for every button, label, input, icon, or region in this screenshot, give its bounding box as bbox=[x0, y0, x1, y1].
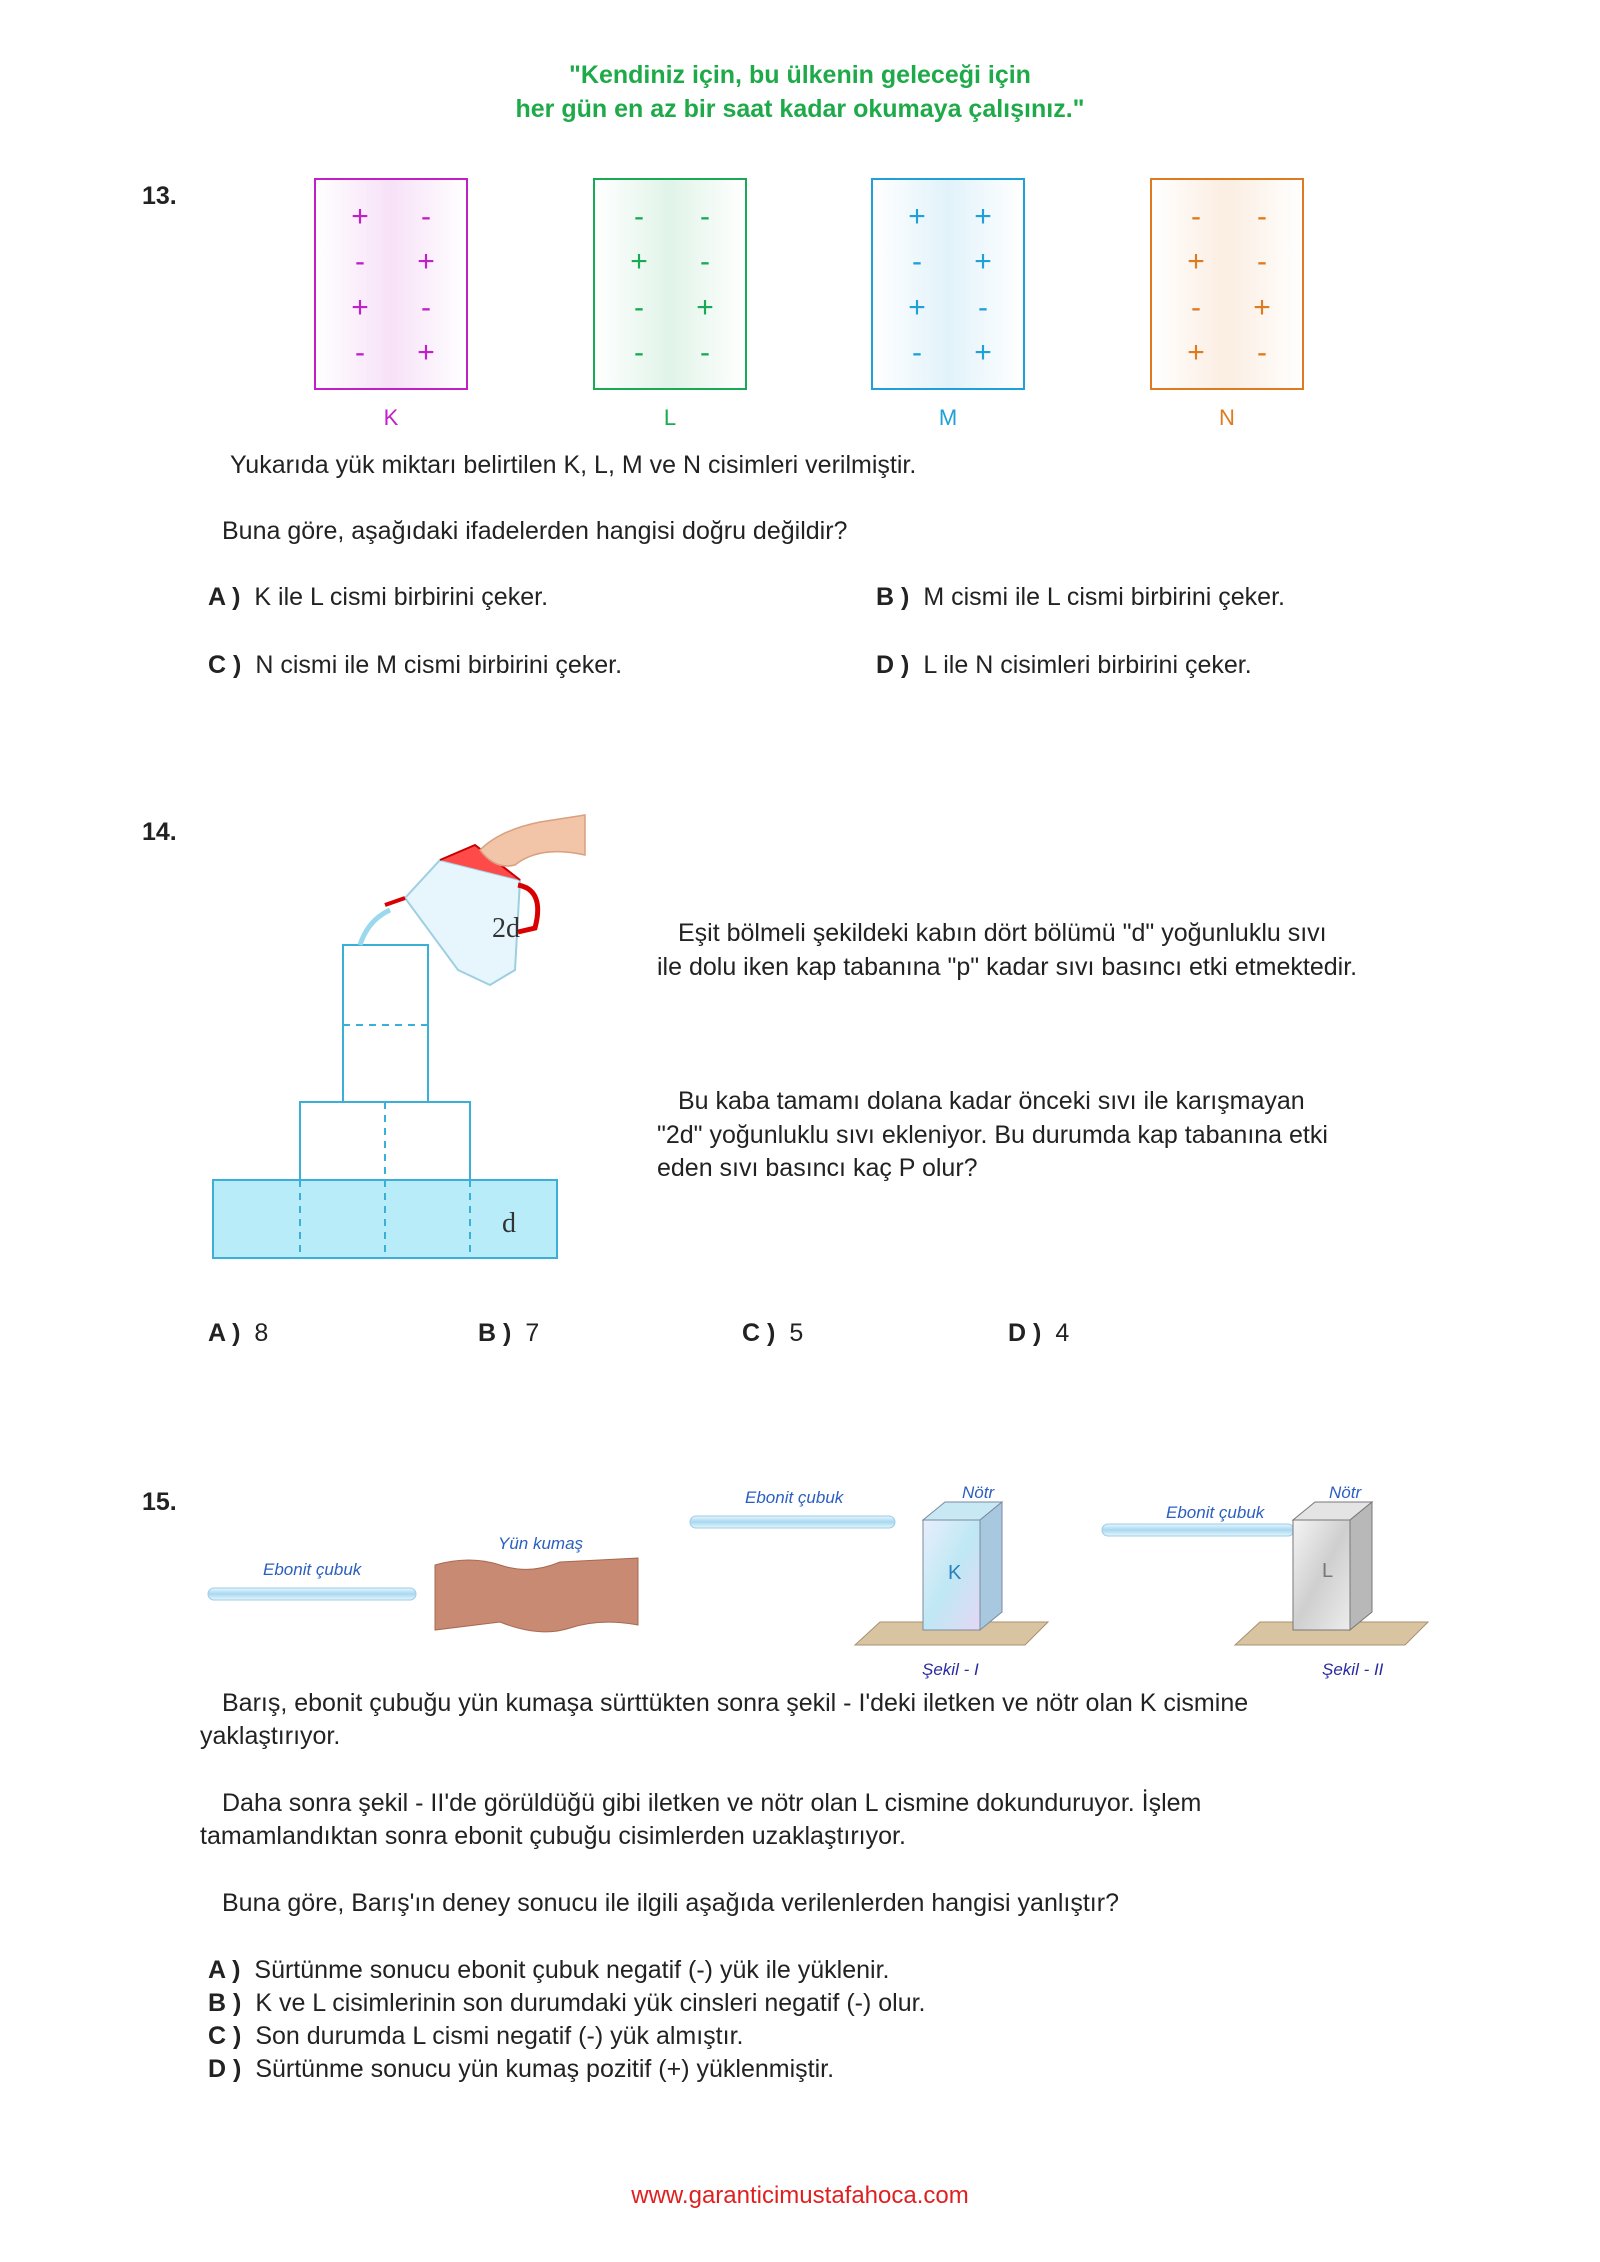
option-letter: A ) bbox=[208, 1956, 241, 1984]
option-text: Sürtünme sonucu yün kumaş pozitif (+) yüklenmiştir. bbox=[255, 2055, 835, 2083]
neutral-label-1: Nötr bbox=[962, 1483, 995, 1502]
charge-sign: - bbox=[700, 200, 710, 233]
q15-option-c[interactable] bbox=[208, 2019, 743, 2053]
question-14-number: 14. bbox=[142, 818, 177, 846]
option-text: Sürtünme sonucu ebonit çubuk negatif (-) yük ile yüklenir. bbox=[254, 1956, 890, 1984]
charge-sign: + bbox=[417, 336, 435, 369]
q13-question: Buna göre, aşağıdaki ifadelerden hangisi doğru değildir? bbox=[222, 517, 848, 545]
jug-density-label: 2d bbox=[492, 913, 520, 944]
charge-sign: - bbox=[1257, 245, 1267, 278]
q15-para2-line2: tamamlandıktan sonra ebonit çubuğu cisimlerden uzaklaştırıyor. bbox=[200, 1822, 906, 1850]
charge-sign: - bbox=[355, 336, 365, 369]
rod-label-2: Ebonit çubuk bbox=[745, 1488, 844, 1507]
option-text: 4 bbox=[1055, 1319, 1070, 1347]
charge-sign: - bbox=[912, 245, 922, 278]
option-letter: C ) bbox=[208, 651, 242, 679]
charge-sign: - bbox=[634, 291, 644, 324]
option-text: L ile N cisimleri birbirini çeker. bbox=[923, 651, 1252, 679]
q15-para2-line1: Daha sonra şekil - II'de görüldüğü gibi iletken ve nötr olan L cismine dokunduruyor. İşlem bbox=[222, 1789, 1202, 1817]
conductor-body-k bbox=[923, 1502, 1002, 1630]
option-letter: A ) bbox=[208, 1319, 241, 1347]
charge-sign: + bbox=[1187, 245, 1205, 278]
option-text: N cismi ile M cismi birbirini çeker. bbox=[255, 651, 623, 679]
q14-option-b[interactable] bbox=[478, 1316, 539, 1350]
charge-sign: - bbox=[700, 336, 710, 369]
option-text: 8 bbox=[254, 1319, 269, 1347]
charge-sign: - bbox=[421, 291, 431, 324]
option-letter: C ) bbox=[742, 1319, 776, 1347]
charge-sign: - bbox=[1191, 291, 1201, 324]
ebonite-rod-1 bbox=[208, 1588, 416, 1600]
charge-sign: + bbox=[1253, 291, 1271, 324]
charge-sign: + bbox=[974, 200, 992, 233]
charge-sign: - bbox=[355, 245, 365, 278]
charge-box bbox=[314, 178, 468, 390]
q14-para2-line3: eden sıvı basıncı kaç P olur? bbox=[657, 1154, 978, 1182]
option-letter: D ) bbox=[208, 2055, 242, 2083]
charge-box-label: L bbox=[663, 405, 677, 430]
charge-sign: + bbox=[351, 200, 369, 233]
q15-option-a[interactable] bbox=[208, 1953, 889, 1987]
neutral-label-2: Nötr bbox=[1329, 1483, 1362, 1502]
charge-sign: - bbox=[421, 200, 431, 233]
pouring-jug-icon bbox=[385, 815, 585, 985]
rod-label-3: Ebonit çubuk bbox=[1166, 1503, 1265, 1522]
q15-para1-line1: Barış, ebonit çubuğu yün kumaşa sürttükten sonra şekil - I'deki iletken ve nötr olan K cismine bbox=[222, 1689, 1249, 1717]
q15-option-b[interactable] bbox=[208, 1986, 926, 2020]
cloth-label: Yün kumaş bbox=[498, 1534, 584, 1553]
q14-para1-line1: Eşit bölmeli şekildeki kabın dört bölümü "d" yoğunluklu sıvı bbox=[678, 919, 1327, 947]
liquid-density-label: d bbox=[502, 1208, 516, 1239]
q14-option-c[interactable] bbox=[742, 1316, 803, 1350]
question-15-number: 15. bbox=[142, 1488, 177, 1516]
q14-para1-line2: ile dolu iken kap tabanına "p" kadar sıvı basıncı etki etmektedir. bbox=[657, 953, 1358, 981]
pour-stream bbox=[360, 910, 390, 945]
option-letter: B ) bbox=[208, 1989, 242, 2017]
charge-sign: - bbox=[912, 336, 922, 369]
charge-sign: + bbox=[630, 245, 648, 278]
charge-sign: + bbox=[974, 336, 992, 369]
charge-sign: - bbox=[1191, 200, 1201, 233]
charge-sign: - bbox=[700, 245, 710, 278]
option-text: K ve L cisimlerinin son durumdaki yük cinsleri negatif (-) olur. bbox=[255, 1989, 926, 2017]
charge-sign: + bbox=[696, 291, 714, 324]
q13-option-b[interactable] bbox=[876, 580, 1285, 614]
charge-sign: + bbox=[908, 291, 926, 324]
option-letter: D ) bbox=[1008, 1319, 1042, 1347]
body-k-label: K bbox=[948, 1562, 962, 1584]
charge-sign: - bbox=[1257, 200, 1267, 233]
charge-sign: - bbox=[634, 336, 644, 369]
charge-box-label: M bbox=[938, 405, 958, 430]
charge-box-label: K bbox=[383, 405, 399, 430]
q15-question: Buna göre, Barış'ın deney sonucu ile ilgili aşağıda verilenlerden hangisi yanlıştır? bbox=[222, 1889, 1119, 1917]
q13-option-a[interactable] bbox=[208, 580, 548, 614]
charge-sign: + bbox=[417, 245, 435, 278]
ebonite-rod-2 bbox=[690, 1516, 895, 1528]
footer-url[interactable]: www.garanticimustafahoca.com bbox=[631, 2182, 969, 2209]
header-quote-line2: her gün en az bir saat kadar okumaya çalışınız." bbox=[515, 95, 1085, 123]
q13-option-d[interactable] bbox=[876, 648, 1252, 682]
option-letter: B ) bbox=[478, 1319, 512, 1347]
q15-option-d[interactable] bbox=[208, 2052, 834, 2086]
wool-cloth bbox=[435, 1558, 638, 1632]
option-text: Son durumda L cismi negatif (-) yük almıştır. bbox=[255, 2022, 744, 2050]
charge-sign: - bbox=[978, 291, 988, 324]
charge-sign: + bbox=[908, 200, 926, 233]
pressure-vessel-figure bbox=[200, 810, 600, 1270]
charge-box bbox=[871, 178, 1025, 390]
option-letter: C ) bbox=[208, 2022, 242, 2050]
body-l-label: L bbox=[1322, 1560, 1334, 1582]
figure-2-label: Şekil - II bbox=[1322, 1660, 1384, 1679]
charge-sign: - bbox=[634, 200, 644, 233]
charge-box-label: N bbox=[1219, 405, 1235, 430]
charge-box bbox=[1150, 178, 1304, 390]
q15-para1-line2: yaklaştırıyor. bbox=[200, 1722, 341, 1750]
q14-para2-line2: "2d" yoğunluklu sıvı ekleniyor. Bu durumda kap tabanına etki bbox=[657, 1121, 1328, 1149]
q13-option-c[interactable] bbox=[208, 648, 622, 682]
q14-option-d[interactable] bbox=[1008, 1316, 1069, 1350]
ebonite-rod-3 bbox=[1102, 1524, 1294, 1536]
option-text: M cismi ile L cismi birbirini çeker. bbox=[923, 583, 1285, 611]
rod-label-1: Ebonit çubuk bbox=[263, 1560, 362, 1579]
q13-intro: Yukarıda yük miktarı belirtilen K, L, M ve N cisimleri verilmiştir. bbox=[230, 451, 917, 479]
charge-sign: + bbox=[974, 245, 992, 278]
figure-1-label: Şekil - I bbox=[922, 1660, 979, 1679]
charge-sign: + bbox=[1187, 336, 1205, 369]
q14-option-a[interactable] bbox=[208, 1316, 268, 1350]
q14-para2-line1: Bu kaba tamamı dolana kadar önceki sıvı ile karışmayan bbox=[678, 1087, 1305, 1115]
top-column bbox=[343, 945, 428, 1102]
option-text: 5 bbox=[789, 1319, 804, 1347]
charge-sign: + bbox=[351, 291, 369, 324]
option-text: 7 bbox=[525, 1319, 540, 1347]
charge-box bbox=[593, 178, 747, 390]
question-13-number: 13. bbox=[142, 182, 177, 210]
option-letter: A ) bbox=[208, 583, 241, 611]
option-text: K ile L cismi birbirini çeker. bbox=[254, 583, 549, 611]
header-quote-line1: "Kendiniz için, bu ülkenin geleceği için bbox=[569, 61, 1031, 89]
charge-sign: - bbox=[1257, 336, 1267, 369]
option-letter: B ) bbox=[876, 583, 910, 611]
option-letter: D ) bbox=[876, 651, 910, 679]
